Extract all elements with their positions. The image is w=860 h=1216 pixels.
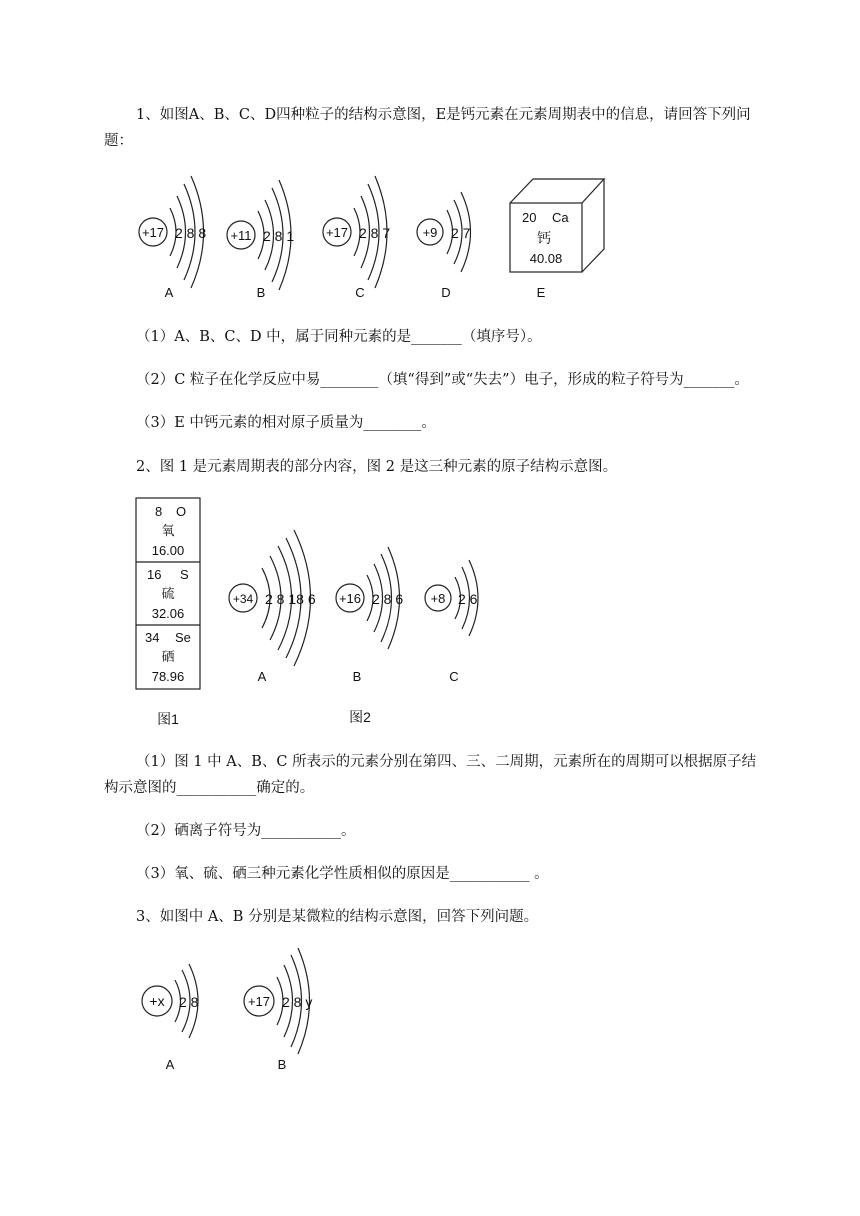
q2-label-a: A bbox=[257, 669, 267, 684]
q2-cell1-mass: 16.00 bbox=[151, 543, 185, 558]
q2-label-b: B bbox=[352, 669, 362, 684]
q3-b-nucleus: +17 bbox=[247, 994, 271, 1009]
q1-e-number: 20 bbox=[522, 210, 537, 225]
q1-sub3: （3）E 中钙元素的相对原子质量为________。 bbox=[136, 415, 436, 431]
q2-c-nucleus: +8 bbox=[430, 591, 446, 606]
q2-sub1-line2: 构示意图的___________确定的。 bbox=[104, 780, 315, 796]
q1-e-mass: 40.08 bbox=[529, 251, 563, 266]
q3-stem: 3、如图中 A、B 分别是某微粒的结构示意图，回答下列问题。 bbox=[136, 909, 539, 925]
q1-b-shells: 2 8 1 bbox=[263, 228, 295, 244]
q2-stem: 2、图 1 是元素周期表的部分内容，图 2 是这三种元素的原子结构示意图。 bbox=[136, 459, 618, 475]
q2-cell2-number: 16 bbox=[147, 567, 162, 582]
q2-cell2-symbol: S bbox=[180, 567, 189, 582]
q1-c-nucleus: +17 bbox=[325, 225, 349, 240]
q3-label-b: B bbox=[277, 1057, 287, 1072]
q2-sub3: （3）氧、硫、硒三种元素化学性质相似的原因是___________ 。 bbox=[136, 866, 549, 882]
q2-sub2: （2）硒离子符号为___________。 bbox=[136, 823, 356, 839]
q2-cell2-name: 硫 bbox=[161, 586, 175, 601]
q2-cell3-mass: 78.96 bbox=[151, 669, 185, 684]
q2-a-shells: 2 8 18 6 bbox=[265, 591, 316, 607]
q2-cell3-name: 硒 bbox=[161, 649, 175, 664]
q1-e-name: 钙 bbox=[537, 230, 551, 246]
q1-label-e: E bbox=[536, 285, 546, 300]
q1-c-shells: 2 8 7 bbox=[359, 225, 391, 241]
q1-b-nucleus: +11 bbox=[230, 228, 252, 243]
q3-label-a: A bbox=[165, 1057, 175, 1072]
q1-label-a: A bbox=[164, 285, 174, 300]
q1-d-nucleus: +9 bbox=[422, 225, 438, 240]
q2-b-nucleus: +16 bbox=[338, 591, 362, 606]
q1-a-nucleus: +17 bbox=[141, 225, 165, 240]
q3-b-shells: 2 8 y bbox=[282, 994, 313, 1010]
q1-e-symbol: Ca bbox=[552, 210, 569, 225]
q1-a-shells: 2 8 8 bbox=[175, 225, 207, 241]
q2-cell2-mass: 32.06 bbox=[151, 606, 185, 621]
q3-a-shells: 2 8 bbox=[179, 994, 199, 1010]
q2-fig1-caption: 图1 bbox=[157, 711, 179, 727]
q2-fig2-caption: 图2 bbox=[349, 709, 371, 725]
q2-b-shells: 2 8 6 bbox=[372, 591, 404, 607]
q2-a-nucleus: +34 bbox=[232, 592, 254, 606]
q2-sub1-line1: （1）图 1 中 A、B、C 所表示的元素分别在第四、三、二周期，元素所在的周期可以根据原子结 bbox=[136, 754, 757, 770]
q1-d-shells: 2 7 bbox=[451, 225, 471, 241]
q2-cell1-name: 氧 bbox=[161, 523, 175, 538]
q2-c-shells: 2 6 bbox=[458, 591, 478, 607]
q2-cell1-number: 8 bbox=[155, 504, 163, 519]
q3-a-nucleus: +x bbox=[149, 993, 165, 1009]
q1-label-c: C bbox=[355, 285, 365, 300]
q1-label-b: B bbox=[256, 285, 266, 300]
q1-label-d: D bbox=[441, 285, 451, 300]
q2-cell1-symbol: O bbox=[176, 504, 187, 519]
q1-stem-line2: 题： bbox=[104, 133, 133, 149]
q1-sub1: （1）A、B、C、D 中，属于同种元素的是_______（填序号）。 bbox=[136, 329, 542, 345]
q2-label-c: C bbox=[449, 669, 459, 684]
q2-cell3-number: 34 bbox=[145, 630, 160, 645]
q1-stem-line1: 1、如图A、B、C、D四种粒子的结构示意图，E是钙元素在元素周期表中的信息，请回答下列问 bbox=[136, 107, 751, 123]
q2-cell3-symbol: Se bbox=[175, 630, 191, 645]
q1-sub2: （2）C 粒子在化学反应中易________（填“得到”或“失去”）电子，形成的粒子符号为_______。 bbox=[136, 372, 749, 388]
